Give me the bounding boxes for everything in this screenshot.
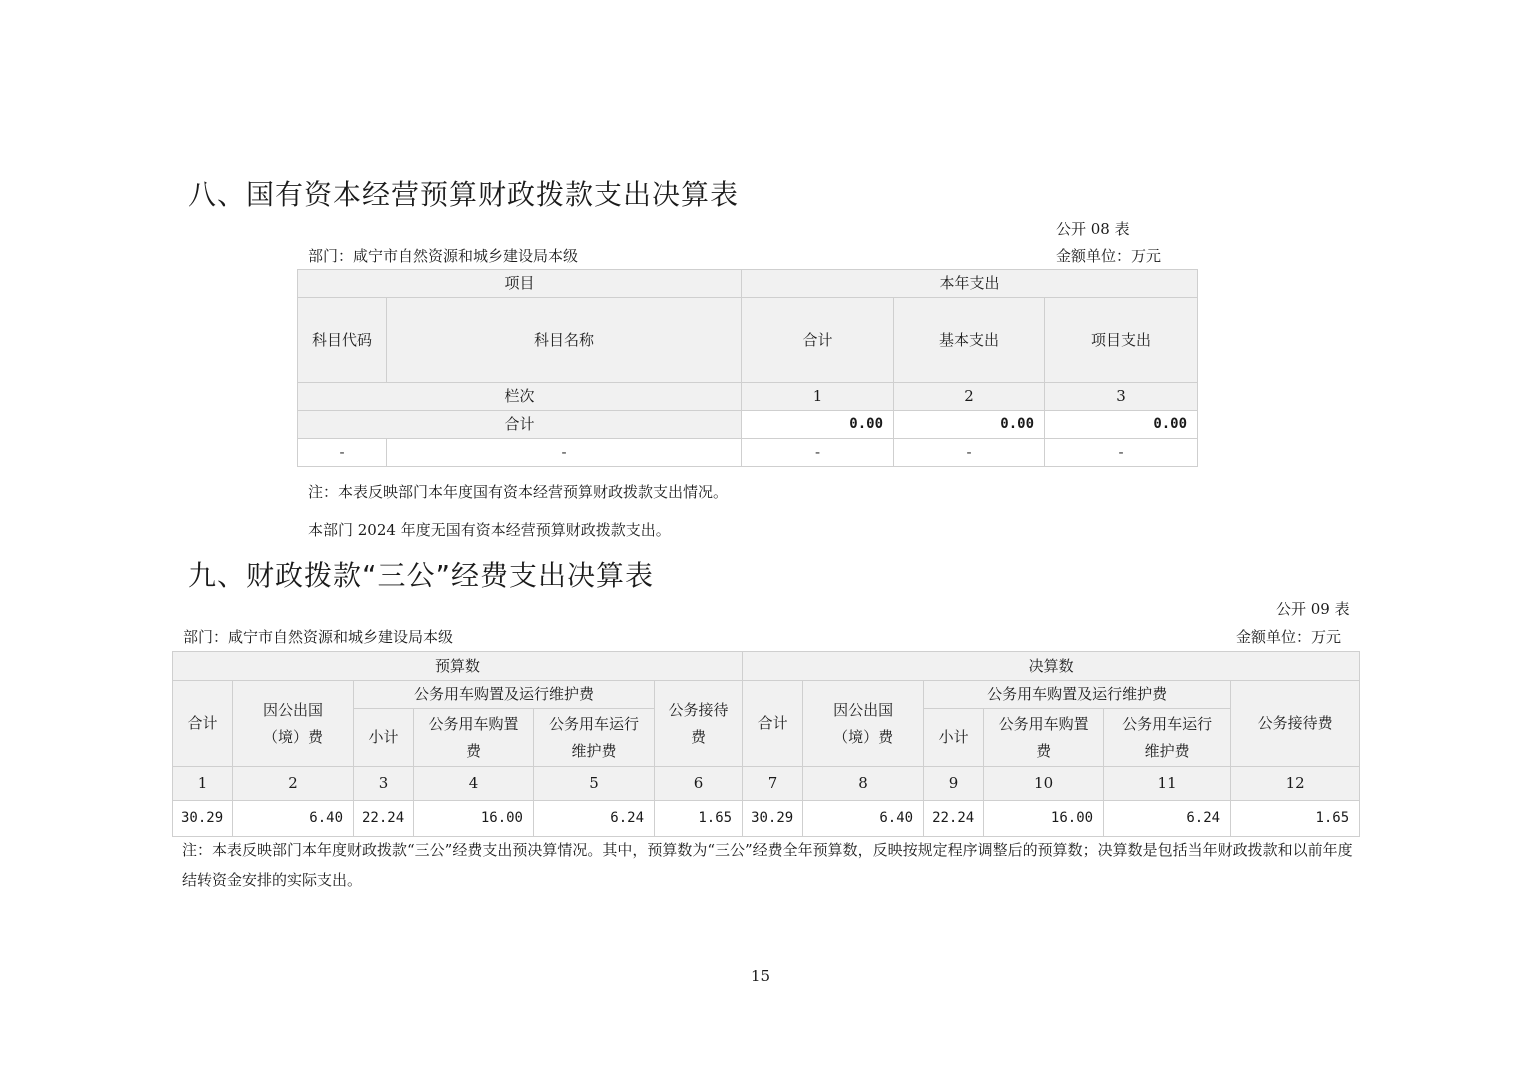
column-number: 2 [233, 767, 354, 801]
section9-title: 九、财政拨款“三公”经费支出决算表 [188, 559, 655, 592]
column-number: 8 [803, 767, 924, 801]
column-number: 5 [534, 767, 655, 801]
column-number: 10 [984, 767, 1104, 801]
column-number: 1 [742, 383, 894, 411]
header-vehicle: 公务用车购置及运行维护费 [354, 681, 655, 709]
header-budget: 预算数 [173, 652, 743, 681]
column-number: 3 [1045, 383, 1198, 411]
section9-table-number: 公开 09 表 [1276, 600, 1350, 618]
value-cell: 22.24 [354, 801, 414, 837]
table-cell: - [894, 439, 1045, 467]
table-cell: - [298, 439, 387, 467]
total-value: 0.00 [894, 411, 1045, 439]
header-abroad: 因公出国（境）费 [803, 681, 924, 767]
column-number: 3 [354, 767, 414, 801]
section8-table-number: 公开 08 表 [1056, 220, 1130, 238]
header-total: 合计 [743, 681, 803, 767]
value-cell: 30.29 [173, 801, 233, 837]
value-cell: 1.65 [1231, 801, 1360, 837]
value-cell: 16.00 [414, 801, 534, 837]
header-abroad: 因公出国（境）费 [233, 681, 354, 767]
section9-department: 部门：咸宁市自然资源和城乡建设局本级 [183, 628, 454, 646]
column-number: 4 [414, 767, 534, 801]
column-number: 1 [173, 767, 233, 801]
section8-unit: 金额单位：万元 [1056, 247, 1162, 265]
total-value: 0.00 [742, 411, 894, 439]
column-row-label: 栏次 [298, 383, 742, 411]
header-reception: 公务接待费 [1231, 681, 1360, 767]
value-cell: 6.40 [233, 801, 354, 837]
total-value: 0.00 [1045, 411, 1198, 439]
table-cell: - [1045, 439, 1198, 467]
value-cell: 1.65 [655, 801, 743, 837]
header-final: 决算数 [743, 652, 1360, 681]
value-cell: 30.29 [743, 801, 803, 837]
header-project: 项目 [298, 270, 742, 298]
header-total: 合计 [742, 298, 894, 383]
section8-department: 部门：咸宁市自然资源和城乡建设局本级 [308, 247, 579, 265]
header-current-year: 本年支出 [742, 270, 1198, 298]
value-cell: 6.40 [803, 801, 924, 837]
section9-unit: 金额单位：万元 [1236, 628, 1342, 646]
column-number: 7 [743, 767, 803, 801]
section8-table [297, 269, 1198, 467]
total-row-label: 合计 [298, 411, 742, 439]
column-number: 2 [894, 383, 1045, 411]
header-vehicle: 公务用车购置及运行维护费 [924, 681, 1231, 709]
section8-note: 注：本表反映部门本年度国有资本经营预算财政拨款支出情况。 [308, 483, 729, 501]
value-cell: 16.00 [984, 801, 1104, 837]
column-number: 12 [1231, 767, 1360, 801]
header-vehicle-purchase: 公务用车购置费 [414, 709, 534, 767]
header-vehicle-run: 公务用车运行维护费 [1104, 709, 1231, 767]
header-vehicle-run: 公务用车运行维护费 [534, 709, 655, 767]
header-code: 科目代码 [298, 298, 387, 383]
section9-note: 注：本表反映部门本年度财政拨款“三公”经费支出预决算情况。其中，预算数为“三公”经费全年预算数，反映按规定程序调整后的预算数；决算数是包括当年财政拨款和以前年度结转资金安排的实际支出。 [182, 841, 1353, 889]
header-basic: 基本支出 [894, 298, 1045, 383]
value-cell: 6.24 [534, 801, 655, 837]
section8-title: 八、国有资本经营预算财政拨款支出决算表 [188, 178, 740, 211]
header-reception: 公务接待费 [655, 681, 743, 767]
value-cell: 22.24 [924, 801, 984, 837]
section9-table [172, 651, 1360, 837]
table-cell: - [742, 439, 894, 467]
column-number: 11 [1104, 767, 1231, 801]
header-vehicle-purchase: 公务用车购置费 [984, 709, 1104, 767]
column-number: 6 [655, 767, 743, 801]
header-subtotal: 小计 [354, 709, 414, 767]
section8-note-none: 本部门 2024 年度无国有资本经营预算财政拨款支出。 [308, 521, 671, 539]
page-number: 15 [751, 967, 771, 985]
header-name: 科目名称 [387, 298, 742, 383]
header-project-exp: 项目支出 [1045, 298, 1198, 383]
column-number: 9 [924, 767, 984, 801]
header-total: 合计 [173, 681, 233, 767]
table-cell: - [387, 439, 742, 467]
value-cell: 6.24 [1104, 801, 1231, 837]
header-subtotal: 小计 [924, 709, 984, 767]
